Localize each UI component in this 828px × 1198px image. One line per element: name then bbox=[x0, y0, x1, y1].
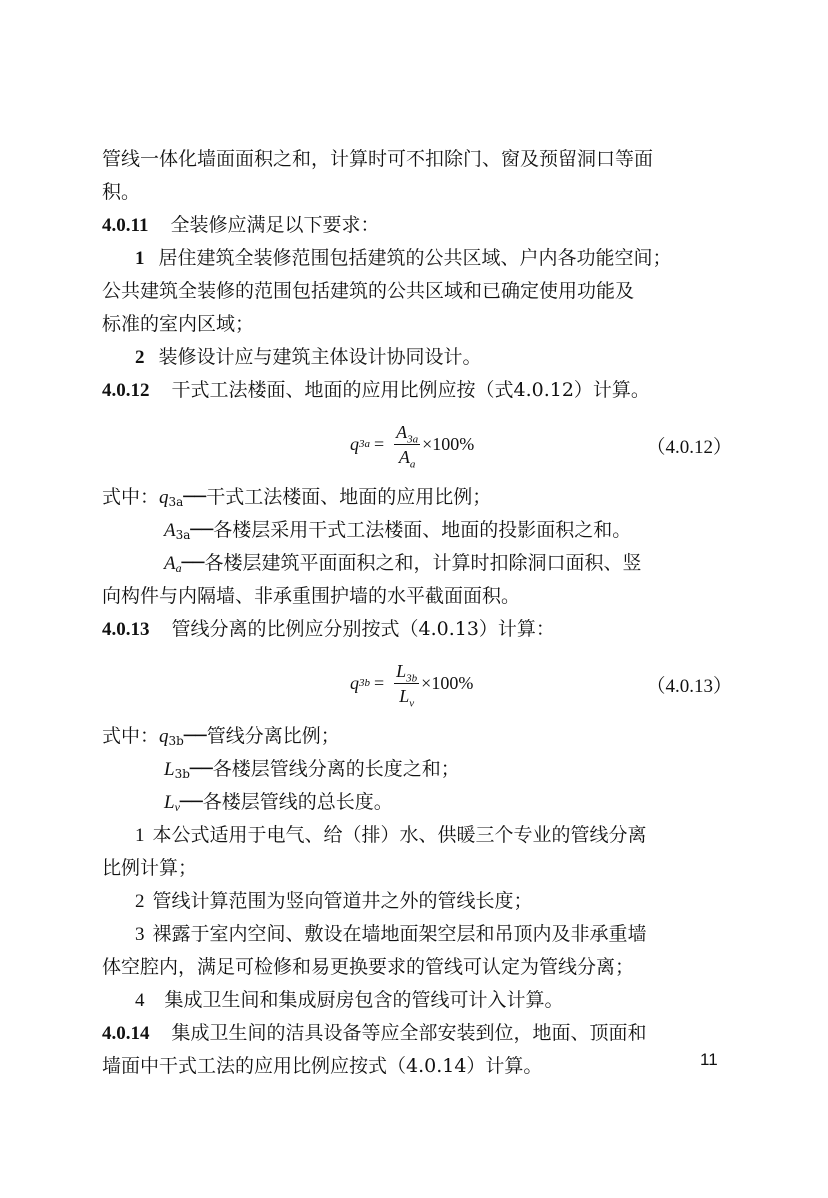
formula-multiplier: ×100% bbox=[421, 672, 474, 693]
item-text: 集成卫生间和集成厨房包含的管线可计入计算。 bbox=[164, 989, 564, 1011]
definition-text: ──各楼层采用干式工法楼面、地面的投影面积之和。 bbox=[190, 519, 632, 541]
formula-fraction bbox=[394, 659, 419, 708]
definition-line bbox=[102, 753, 734, 786]
text-line: 标准的室内区域； bbox=[102, 313, 255, 335]
formula-multiplier: ×100% bbox=[422, 433, 475, 454]
clause-number: 4.0.11 bbox=[102, 215, 149, 236]
formula-denominator: L bbox=[399, 685, 410, 706]
item-number: 3 bbox=[135, 924, 145, 945]
text-line: 比例计算； bbox=[102, 857, 198, 879]
formula-numerator-sub: 3b bbox=[406, 672, 418, 685]
text-line: 公共建筑全装修的范围包括建筑的公共区域和已确定使用功能及 bbox=[102, 280, 635, 302]
clause-text: 集成卫生间的洁具设备等应全部安装到位，地面、顶面和 bbox=[171, 1022, 647, 1044]
clause-title: 全装修应满足以下要求： bbox=[170, 214, 380, 236]
item-text: 裸露于室内空间、敷设在墙地面架空层和吊顶内及非承重墙 bbox=[152, 923, 647, 945]
item-text: 居住建筑全装修范围包括建筑的公共区域、户内各功能空间； bbox=[158, 247, 672, 269]
text-line: 体空腔内，满足可检修和易更换要求的管线可认定为管线分离； bbox=[102, 956, 635, 978]
list-item bbox=[102, 918, 734, 951]
clause-title: 干式工法楼面、地面的应用比例应按（式4.0.12）计算。 bbox=[171, 379, 650, 401]
list-item bbox=[102, 885, 734, 918]
text-line: 墙面中干式工法的应用比例应按式（4.0.14）计算。 bbox=[102, 1055, 543, 1077]
item-number: 2 bbox=[135, 891, 145, 912]
item-number: 1 bbox=[135, 825, 145, 846]
symbol-sub: 3b bbox=[174, 767, 190, 781]
formula-denominator-sub: a bbox=[409, 458, 416, 471]
formula-4-0-13: q 3b = $\frac{L_{3b}}{L_v}$ ×100% （4.0.13） bbox=[350, 660, 732, 710]
definition-line bbox=[102, 547, 734, 580]
list-item bbox=[102, 984, 734, 1017]
text-line: 管线一体化墙面面积之和，计算时可不扣除门、窗及预留洞口等面 bbox=[102, 148, 654, 170]
symbol: A bbox=[164, 553, 176, 574]
formula-4-0-12: q 3a = $\frac{A_{3a}}{A_a}$ ×100% （4.0.12） bbox=[350, 421, 732, 471]
symbol: q bbox=[159, 726, 169, 747]
definition-line bbox=[102, 786, 734, 819]
definition-text: ──各楼层建筑平面面积之和，计算时扣除洞口面积、竖 bbox=[181, 552, 642, 574]
symbol: L bbox=[164, 759, 175, 780]
item-text: 装修设计应与建筑主体设计协同设计。 bbox=[158, 346, 482, 368]
symbol-sub: v bbox=[174, 800, 180, 814]
definition-line bbox=[102, 514, 734, 547]
formula-denominator-sub: v bbox=[409, 697, 415, 710]
definition-text: ──干式工法楼面、地面的应用比例； bbox=[183, 486, 492, 508]
symbol: L bbox=[164, 792, 175, 813]
list-item bbox=[102, 819, 734, 852]
clause-title: 管线分离的比例应分别按式（4.0.13）计算： bbox=[171, 618, 555, 640]
formula-lhs: q bbox=[350, 433, 359, 454]
symbol: q bbox=[159, 487, 169, 508]
formula-equals: = bbox=[374, 672, 385, 693]
document-body bbox=[102, 143, 734, 1083]
formula-numerator: L bbox=[396, 660, 407, 681]
definition-line bbox=[102, 720, 734, 753]
definition-text: ──各楼层管线的总长度。 bbox=[179, 791, 393, 813]
item-text: 本公式适用于电气、给（排）水、供暖三个专业的管线分离 bbox=[152, 824, 647, 846]
text-line: 向构件与内隔墙、非承重围护墙的水平截面面积。 bbox=[102, 585, 521, 607]
symbol-sub: 3a bbox=[168, 495, 184, 509]
formula-numerator-sub: 3a bbox=[407, 433, 419, 446]
symbol: A bbox=[164, 520, 176, 541]
definition-text: ──各楼层管线分离的长度之和； bbox=[189, 758, 460, 780]
item-text: 管线计算范围为竖向管道井之外的管线长度； bbox=[152, 890, 533, 912]
definition-text: ──管线分离比例； bbox=[183, 725, 340, 747]
symbol-sub: a bbox=[175, 561, 182, 575]
formula-fraction bbox=[394, 420, 420, 469]
symbol-sub: 3b bbox=[168, 734, 184, 748]
clause-4-0-11-heading bbox=[102, 209, 734, 242]
item-number: 4 bbox=[135, 990, 145, 1011]
page-number: 11 bbox=[700, 1050, 718, 1069]
item-number: 2 bbox=[135, 347, 145, 368]
definition-line bbox=[102, 481, 734, 514]
symbol-sub: 3a bbox=[175, 528, 191, 542]
formula-equals: = bbox=[374, 433, 385, 454]
clause-4-0-14-heading bbox=[102, 1017, 734, 1050]
formula-numerator: A bbox=[396, 421, 408, 442]
clause-number: 4.0.14 bbox=[102, 1023, 150, 1044]
definitions-prefix: 式中： bbox=[102, 725, 160, 747]
list-item bbox=[102, 242, 734, 275]
clause-4-0-13-heading bbox=[102, 613, 734, 646]
equation-number: （4.0.12） bbox=[646, 437, 732, 458]
clause-number: 4.0.13 bbox=[102, 619, 150, 640]
equation-number: （4.0.13） bbox=[646, 676, 732, 697]
item-number: 1 bbox=[135, 248, 145, 269]
list-item bbox=[102, 341, 734, 374]
formula-denominator: A bbox=[398, 446, 410, 467]
clause-number: 4.0.12 bbox=[102, 380, 150, 401]
clause-4-0-12-heading bbox=[102, 374, 734, 407]
formula-lhs: q bbox=[350, 672, 359, 693]
text-line: 积。 bbox=[102, 181, 141, 203]
definitions-prefix: 式中： bbox=[102, 486, 160, 508]
